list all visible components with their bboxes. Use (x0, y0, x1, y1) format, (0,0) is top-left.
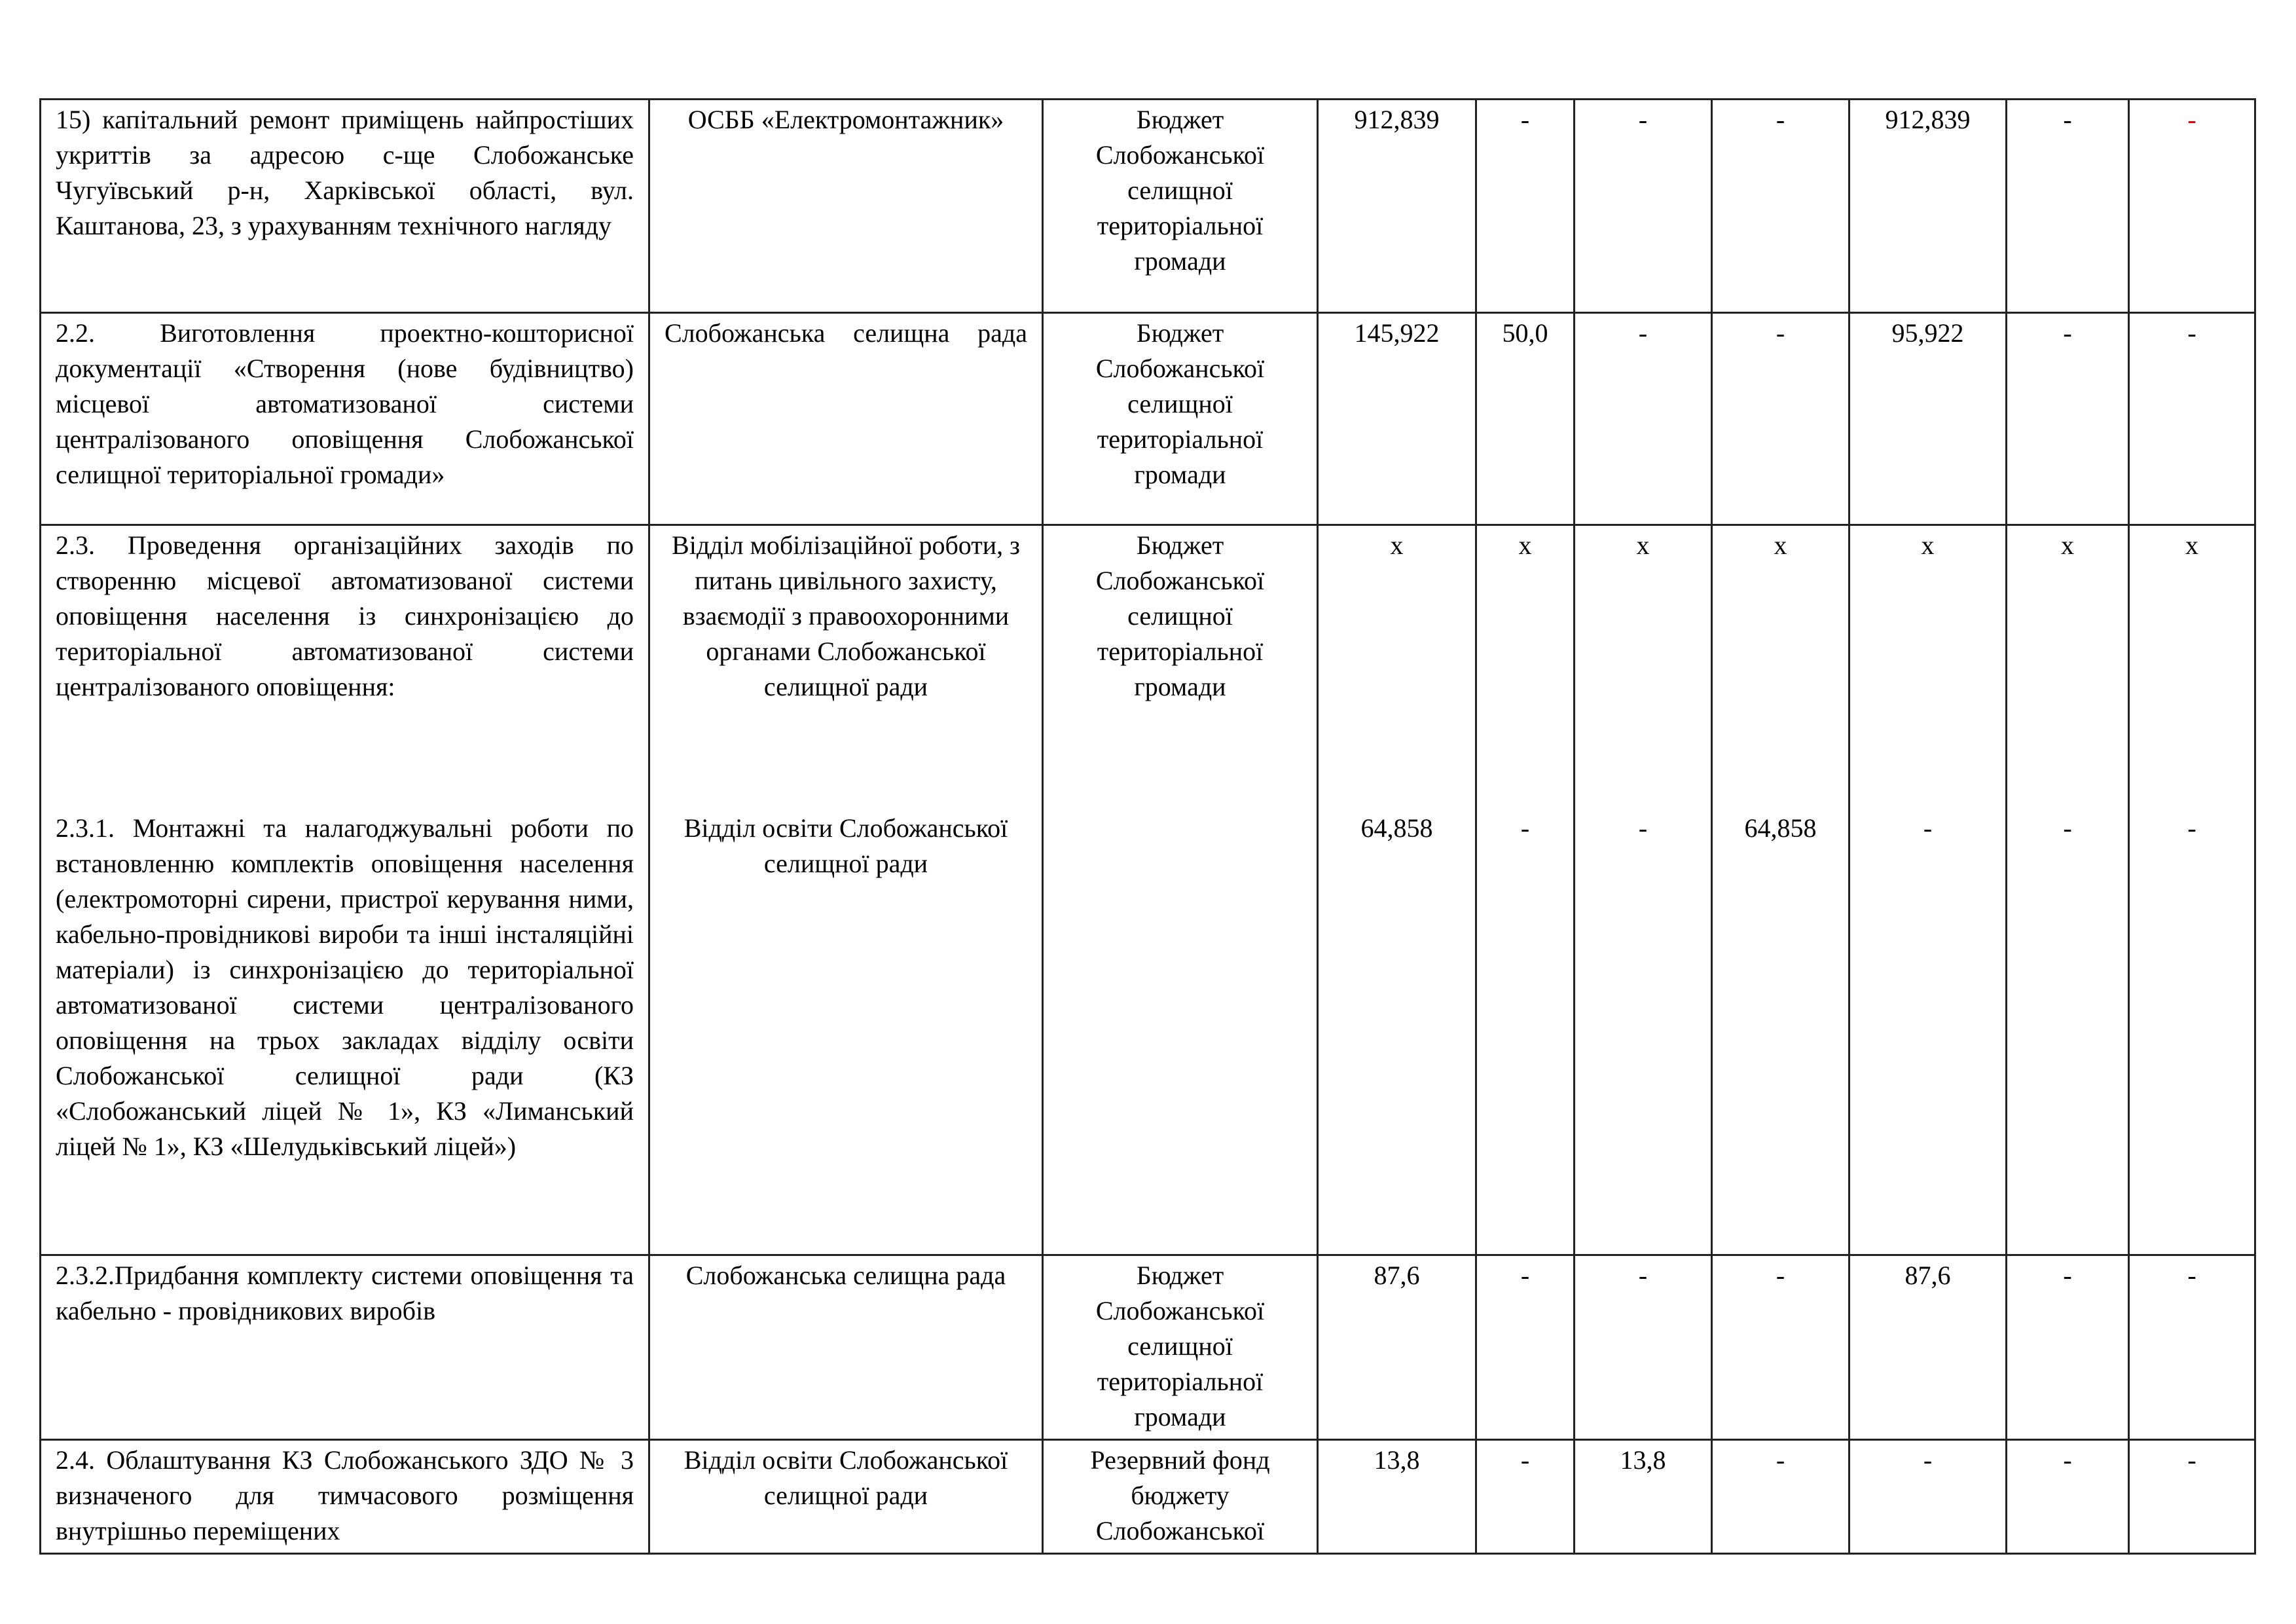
measure-description: 15) капітальний ремонт приміщень найпростіших укриттів за адресою с-ще Слобожанське Чугуївський р-н, Харківської області, вул. Каштанова, 23, з урахуванням технічного нагляду (41, 100, 649, 313)
amount-group (2007, 525, 2129, 1255)
table-row (41, 313, 2255, 525)
measure-description: 2.4. Облаштування КЗ Слобожанського ЗДО № 3 визначеного для тимчасового розміщення внутрішньо переміщених (41, 1440, 649, 1554)
amount-cell: - (1575, 313, 1712, 525)
executor-cell: Відділ мобілізаційної роботи, з питань цивільного захисту, взаємодії з правоохоронними органами Слобожанської селищної ради (672, 530, 1020, 701)
executor-cell: Відділ освіти Слобожанської селищної ради (649, 1440, 1043, 1554)
amount-group (1712, 525, 1850, 1255)
sub-amount-cell: - (2063, 813, 2072, 843)
sub-amount-cell: 64,858 (1744, 813, 1817, 843)
amount-cell: - (1476, 1440, 1575, 1554)
amount-cell-red: - (2129, 100, 2255, 313)
amount-cell: - (1712, 1255, 1850, 1440)
amount-cell: х (2185, 530, 2198, 560)
amount-cell: - (1476, 100, 1575, 313)
amount-cell: - (1575, 1255, 1712, 1440)
amount-cell: 50,0 (1476, 313, 1575, 525)
amount-cell: - (1712, 100, 1850, 313)
measure-description: 2.2. Виготовлення проектно-кошторисної документації «Створення (нове будівництво) місцевої автоматизованої системи централізованого оповіщення Слобожанської селищної територіальної громади» (41, 313, 649, 525)
amount-cell: 87,6 (1850, 1255, 2007, 1440)
funding-source-cell: Бюджет Слобожанської селищної територіальної громади (1043, 313, 1318, 525)
measure-description: 2.3.2.Придбання комплекту системи оповіщення та кабельно - провідникових виробів (41, 1255, 649, 1440)
amount-cell: - (1850, 1440, 2007, 1554)
table-row (41, 1255, 2255, 1440)
funding-source-cell: Бюджет Слобожанської селищної територіальної громади (1043, 525, 1318, 1255)
table-row (41, 100, 2255, 313)
amount-cell: - (2007, 1440, 2129, 1554)
executor-cell: Слобожанська селищна рада (649, 1255, 1043, 1440)
amount-cell: х (1921, 530, 1935, 560)
total-amount-cell: 13,8 (1318, 1440, 1476, 1554)
sub-amount-cell: - (1923, 813, 1933, 843)
amount-cell: - (2007, 100, 2129, 313)
sub-executor-cell: Відділ освіти Слобожанської селищної ради (683, 813, 1008, 878)
amount-cell: - (2129, 313, 2255, 525)
executor-group (649, 525, 1043, 1255)
sub-measure-description: 2.3.1. Монтажні та налагоджувальні роботи по встановленню комплектів оповіщення населення (електромоторні сирени, пристрої керування ними, кабельно-провідникові вироби та інші інсталяційні матеріали) із синхронізацією до територіальної автоматизованої системи централізованого оповіщення на трьох закладах відділу освіти Слобожанської селищної ради (КЗ «Слобожанський ліцей № 1», КЗ «Лиманський ліцей № 1», КЗ «Шелудьківський ліцей») (56, 813, 634, 1161)
amount-cell: - (1712, 313, 1850, 525)
sub-amount-cell: - (1638, 813, 1648, 843)
funding-source-cell: Бюджет Слобожанської селищної територіальної громади (1043, 100, 1318, 313)
total-amount-cell: 145,922 (1318, 313, 1476, 525)
funding-source-cell: Бюджет Слобожанської селищної територіальної громади (1043, 1255, 1318, 1440)
amount-group (1476, 525, 1575, 1255)
sub-amount-cell: - (1520, 813, 1530, 843)
amount-group (1575, 525, 1712, 1255)
amount-cell: - (1476, 1255, 1575, 1440)
sub-total-amount-cell: 64,858 (1360, 813, 1433, 843)
total-amount-cell: 912,839 (1318, 100, 1476, 313)
total-amount-cell: х (1390, 530, 1404, 560)
total-amount-group (1318, 525, 1476, 1255)
funding-source-cell: Резервний фонд бюджету Слобожанської (1043, 1440, 1318, 1554)
sub-amount-cell: - (2187, 813, 2196, 843)
amount-group (1850, 525, 2007, 1255)
amount-cell: х (1774, 530, 1787, 560)
amount-cell: - (1575, 100, 1712, 313)
program-measures-table (39, 98, 2256, 1555)
amount-cell: х (1518, 530, 1532, 560)
executor-cell: ОСББ «Електромонтажник» (649, 100, 1043, 313)
executor-cell: Слобожанська селищна рада (649, 313, 1043, 525)
table-row (41, 1440, 2255, 1554)
amount-cell: - (2007, 313, 2129, 525)
amount-cell: х (2061, 530, 2074, 560)
amount-cell: х (1636, 530, 1650, 560)
amount-cell: 912,839 (1850, 100, 2007, 313)
amount-cell: - (2129, 1255, 2255, 1440)
amount-cell: - (2129, 1440, 2255, 1554)
table-row (41, 525, 2255, 1255)
total-amount-cell: 87,6 (1318, 1255, 1476, 1440)
amount-group (2129, 525, 2255, 1255)
measure-description: 2.3. Проведення організаційних заходів по створенню місцевої автоматизованої системи оповіщення населення із синхронізацією до територіальної автоматизованої системи централізованого оповіщення: (56, 530, 634, 701)
amount-cell: 95,922 (1850, 313, 2007, 525)
amount-cell: - (1712, 1440, 1850, 1554)
amount-cell: 13,8 (1575, 1440, 1712, 1554)
amount-cell: - (2007, 1255, 2129, 1440)
measure-description-group (41, 525, 649, 1255)
